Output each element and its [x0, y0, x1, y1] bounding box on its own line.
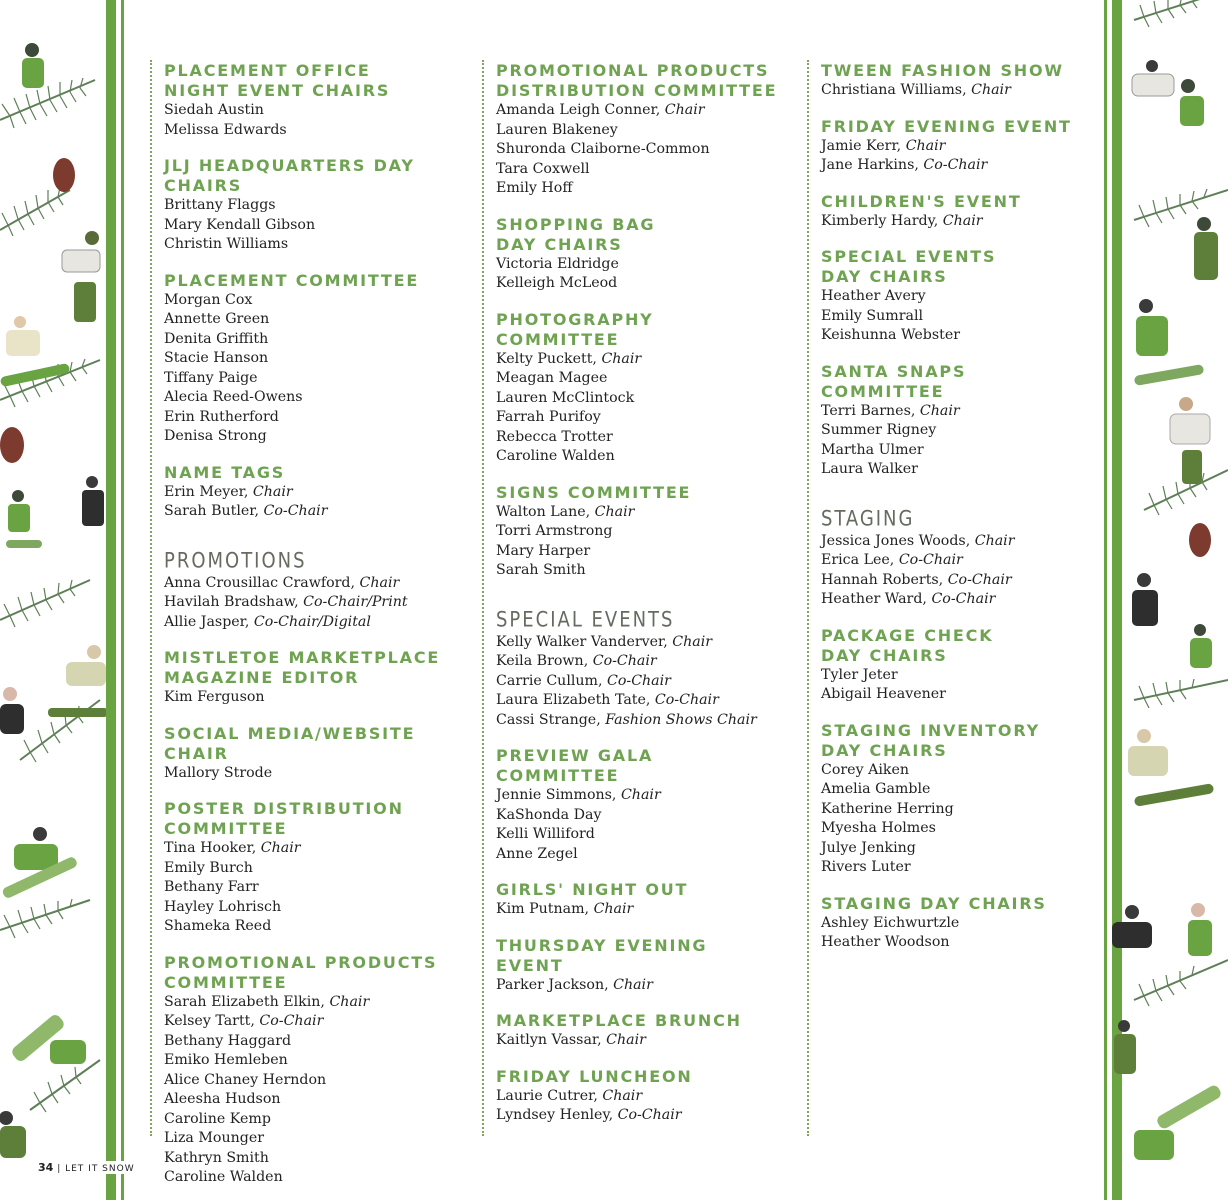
member-row [164, 388, 452, 408]
member-row [821, 858, 1077, 878]
member-name: Bethany Haggard [164, 1032, 292, 1049]
member-name: Rivers Luter [821, 859, 911, 875]
member-name: Emiko Hemleben [164, 1052, 288, 1068]
member-name: Mary Harper [496, 542, 591, 559]
member-name: Emily Sumrall [821, 307, 924, 324]
member-row [821, 441, 1077, 461]
committee-heading: MAGAZINE EDITOR [164, 668, 360, 687]
member-row [496, 1031, 784, 1051]
committee-heading: DAY CHAIRS [821, 267, 948, 286]
footer-title: LET IT SNOW [65, 1164, 135, 1174]
member-name: Heather Avery [821, 288, 926, 304]
committee-section [496, 483, 784, 581]
committee-section [164, 799, 452, 937]
member-row [164, 121, 452, 141]
committee-section [821, 894, 1077, 953]
member-row [496, 503, 784, 523]
committee-heading: PHOTOGRAPHY COMMITTEE [496, 309, 654, 349]
member-row [164, 427, 452, 447]
member-name: Jane Harkins, [821, 157, 924, 173]
member-row [164, 1149, 452, 1169]
member-name: Sarah Butler, [164, 503, 264, 519]
member-name: Parker Jackson, [496, 976, 614, 993]
committee-section [164, 271, 452, 447]
committee-heading: GIRLS' NIGHT OUT [496, 880, 689, 899]
member-row [164, 235, 452, 255]
member-name: Amanda Leigh Conner, [496, 102, 665, 118]
member-name: Jennie Simmons, [496, 787, 621, 803]
member-role: Co-Chair [923, 157, 988, 173]
member-role: Chair [971, 82, 1011, 98]
member-name: Emily Hoff [496, 180, 573, 196]
member-name: Abigail Heavener [821, 686, 946, 702]
footer-separator: | [57, 1164, 62, 1174]
committee-heading: COMMITTEE [164, 819, 288, 838]
member-name: Caroline Kemp [164, 1110, 271, 1127]
member-row [496, 976, 784, 996]
member-row [164, 349, 452, 369]
member-row [821, 137, 1077, 157]
member-row [496, 121, 784, 141]
member-name: Kim Putnam, [496, 901, 594, 917]
member-role: Co-Chair [263, 503, 328, 519]
member-name: Siedah Austin [164, 102, 264, 118]
page-footer [36, 1161, 137, 1174]
member-name: Tyler Jeter [821, 666, 898, 683]
member-name: Mallory Strode [164, 764, 273, 781]
committee-heading: SHOPPING BAG [496, 214, 656, 234]
member-name: Tara Coxwell [496, 160, 590, 177]
member-row [164, 688, 452, 708]
member-row [496, 179, 784, 199]
member-role: Chair [260, 840, 301, 856]
committee-heading: NIGHT EVENT CHAIRS [164, 81, 391, 100]
member-row [496, 1106, 784, 1126]
member-name: Christin Williams [164, 236, 289, 252]
committee-heading: MARKETPLACE BRUNCH [496, 1011, 742, 1030]
committee-section [821, 506, 1077, 610]
member-row [496, 652, 784, 672]
member-name: Melissa Edwards [164, 121, 287, 138]
committee-section [164, 953, 452, 1188]
member-name: Aleesha Hudson [164, 1091, 281, 1107]
committee-section [821, 247, 1077, 346]
member-name: Lauren McClintock [496, 389, 635, 406]
committee-heading: FRIDAY EVENING EVENT [821, 116, 1072, 136]
member-row [164, 369, 452, 389]
committee-heading: TWEEN FASHION SHOW [821, 61, 1064, 80]
member-name: Laura Elizabeth Tate, [496, 692, 655, 708]
member-name: Walton Lane, [496, 503, 595, 520]
committee-heading: DISTRIBUTION COMMITTEE [496, 81, 778, 100]
member-name: Denisa Strong [164, 428, 267, 444]
member-name: Jessica Jones Woods, [821, 532, 975, 549]
member-role: Chair [620, 787, 661, 803]
committee-heading: FRIDAY LUNCHEON [496, 1066, 693, 1086]
member-name: Caroline Walden [164, 1169, 283, 1185]
member-name: Carrie Cullum, [496, 672, 607, 689]
member-row [164, 291, 452, 311]
member-row [164, 1032, 452, 1052]
committee-listing [150, 60, 1075, 1185]
member-row [496, 561, 784, 581]
division-heading: STAGING [821, 504, 915, 531]
page-number: 34 [38, 1161, 54, 1174]
member-name: Kathryn Smith [164, 1149, 269, 1166]
member-row [496, 806, 784, 826]
member-name: Farrah Purifoy [496, 409, 601, 425]
committee-section [821, 721, 1077, 878]
member-name: Keila Brown, [496, 653, 593, 669]
member-role: Co-Chair/Digital [253, 613, 371, 630]
committee-heading: STAGING INVENTORY [821, 720, 1040, 740]
member-name: Denita Griffith [164, 330, 269, 347]
member-row [496, 160, 784, 180]
member-role: Chair [905, 137, 946, 154]
committee-section [821, 192, 1077, 232]
member-row [496, 447, 784, 467]
member-name: Terri Barnes, [821, 402, 920, 419]
member-name: Lauren Blakeney [496, 121, 618, 138]
committee-heading: PROMOTIONAL PRODUCTS [164, 952, 438, 972]
member-row [496, 672, 784, 692]
committee-heading: EVENT [496, 955, 564, 975]
member-row [821, 819, 1077, 839]
column-3 [807, 60, 1077, 1136]
member-row [164, 216, 452, 236]
member-role: Chair [602, 1087, 643, 1104]
member-row [496, 408, 784, 428]
member-row [821, 326, 1077, 346]
member-row [821, 685, 1077, 705]
member-name: Caroline Walden [496, 448, 615, 464]
committee-section [496, 1011, 784, 1051]
member-role: Chair [601, 350, 642, 367]
member-row [821, 156, 1077, 176]
member-row [496, 101, 784, 121]
member-role: Chair [606, 1032, 646, 1048]
member-name: Hayley Lohrisch [164, 898, 282, 915]
committee-section [164, 61, 452, 140]
member-row [821, 421, 1077, 441]
member-row [164, 859, 452, 879]
member-name: Julye Jenking [821, 839, 916, 856]
member-row [164, 613, 452, 633]
member-row [164, 483, 452, 503]
committee-heading: STAGING DAY CHAIRS [821, 893, 1047, 913]
member-row [821, 287, 1077, 307]
member-role: Chair [329, 993, 370, 1010]
committee-heading: MISTLETOE MARKETPLACE [164, 648, 441, 667]
member-name: Hannah Roberts, [821, 571, 948, 588]
member-row [821, 532, 1077, 552]
member-row [164, 764, 452, 784]
member-name: Kaitlyn Vassar, [496, 1032, 607, 1048]
member-name: Cassi Strange, [496, 711, 606, 728]
committee-heading: PLACEMENT OFFICE [164, 61, 371, 80]
member-row [164, 898, 452, 918]
committee-section [496, 310, 784, 467]
member-role: Chair [593, 901, 634, 917]
member-name: Emily Burch [164, 859, 253, 876]
member-row [496, 542, 784, 562]
member-name: Annette Green [164, 311, 270, 327]
member-row [164, 101, 452, 121]
member-name: KaShonda Day [496, 806, 602, 823]
committee-section [821, 362, 1077, 480]
member-role: Co-Chair [931, 591, 996, 607]
member-role: Chair [919, 402, 960, 419]
member-role: Chair [359, 574, 400, 591]
member-name: Tiffany Paige [164, 369, 258, 386]
committee-heading: SPECIAL EVENTS [821, 247, 997, 266]
member-row [496, 900, 784, 920]
member-row [821, 571, 1077, 591]
member-name: Stacie Hanson [164, 350, 269, 366]
member-role: Fashion Shows Chair [605, 711, 757, 728]
member-row [164, 330, 452, 350]
member-role: Chair [594, 503, 635, 520]
member-name: Allie Jasper, [164, 613, 254, 630]
member-row [821, 761, 1077, 781]
committee-section [496, 880, 784, 920]
member-name: Sarah Smith [496, 562, 586, 578]
member-name: Rebecca Trotter [496, 428, 613, 445]
member-row [164, 1090, 452, 1110]
member-row [496, 428, 784, 448]
member-role: Co-Chair [617, 1107, 682, 1123]
member-row [164, 408, 452, 428]
committee-heading: SANTA SNAPS COMMITTEE [821, 361, 967, 401]
member-row [821, 780, 1077, 800]
member-role: Co-Chair [654, 692, 719, 708]
member-row [164, 1012, 452, 1032]
member-name: Laurie Cutrer, [496, 1087, 603, 1104]
member-name: Heather Ward, [821, 591, 932, 607]
member-role: Co-Chair [947, 571, 1012, 588]
left-decorative-border [0, 0, 128, 1200]
committee-heading: JLJ HEADQUARTERS DAY CHAIRS [164, 156, 415, 195]
member-row [164, 1071, 452, 1091]
member-row [164, 1110, 452, 1130]
committee-section [164, 156, 452, 255]
member-name: Laura Walker [821, 461, 918, 477]
member-name: Erin Meyer, [164, 483, 253, 500]
member-row [821, 402, 1077, 422]
committee-heading: DAY CHAIRS [821, 645, 948, 665]
member-row [496, 845, 784, 865]
member-name: Amelia Gamble [821, 781, 931, 797]
division-heading: SPECIAL EVENTS [496, 605, 675, 632]
member-role: Co-Chair/Print [303, 594, 408, 610]
member-name: Kelly Walker Vanderver, [496, 633, 673, 650]
member-row [496, 369, 784, 389]
committee-heading: DAY CHAIRS [496, 234, 623, 254]
member-name: Morgan Cox [164, 291, 253, 308]
committee-section [821, 117, 1077, 176]
committee-heading: DAY CHAIRS [821, 740, 948, 760]
member-name: Torri Armstrong [496, 523, 613, 539]
column-1 [150, 60, 452, 1185]
member-row [164, 839, 452, 859]
member-name: Havilah Bradshaw, [164, 594, 304, 610]
member-row [821, 81, 1077, 101]
member-row [496, 350, 784, 370]
member-role: Chair [942, 212, 983, 229]
committee-section [496, 746, 784, 864]
member-row [164, 593, 452, 613]
member-row [164, 502, 452, 522]
committee-heading: SIGNS COMMITTEE [496, 482, 692, 502]
committee-section [496, 61, 784, 199]
committee-heading: CHILDREN'S EVENT [821, 191, 1022, 211]
committee-heading: POSTER DISTRIBUTION [164, 799, 404, 818]
member-name: Corey Aiken [821, 761, 910, 778]
member-name: Bethany Farr [164, 879, 259, 895]
member-row [496, 274, 784, 294]
member-row [821, 933, 1077, 953]
member-row [821, 839, 1077, 859]
member-name: Mary Kendall Gibson [164, 216, 316, 233]
member-row [164, 878, 452, 898]
member-row [496, 633, 784, 653]
committee-heading: PROMOTIONAL PRODUCTS [496, 61, 770, 80]
member-row [821, 460, 1077, 480]
committee-section [496, 1067, 784, 1126]
member-role: Co-Chair [259, 1013, 324, 1029]
member-name: Victoria Eldridge [496, 255, 619, 272]
member-name: Lyndsey Henley, [496, 1107, 618, 1123]
member-name: Kim Ferguson [164, 689, 265, 705]
committee-section [164, 548, 452, 633]
member-role: Co-Chair [607, 672, 671, 689]
member-name: Alecia Reed-Owens [164, 389, 303, 405]
member-row [821, 307, 1077, 327]
member-name: Meagan Magee [496, 370, 608, 386]
member-row [164, 1051, 452, 1071]
member-name: Liza Mounger [164, 1130, 265, 1146]
member-name: Ashley Eichwurtzle [821, 914, 960, 931]
member-row [496, 691, 784, 711]
division-heading: PROMOTIONS [164, 546, 307, 573]
committee-section [164, 648, 452, 708]
right-decorative-border [1104, 0, 1228, 1200]
member-role: Co-Chair [898, 552, 963, 568]
committee-section [496, 936, 784, 996]
committee-heading: SOCIAL MEDIA/WEBSITE CHAIR [164, 723, 416, 763]
member-name: Katherine Herring [821, 800, 954, 817]
member-row [496, 522, 784, 542]
member-row [821, 551, 1077, 571]
member-row [821, 590, 1077, 610]
member-row [496, 389, 784, 409]
member-row [164, 196, 452, 216]
committee-section [821, 626, 1077, 705]
member-row [821, 212, 1077, 232]
member-row [164, 574, 452, 594]
member-row [821, 666, 1077, 686]
committee-heading: NAME TAGS [164, 462, 286, 482]
member-name: Keishunna Webster [821, 327, 961, 343]
member-name: Anna Crousillac Crawford, [164, 574, 360, 591]
member-name: Tina Hooker, [164, 840, 261, 856]
member-role: Chair [672, 633, 713, 650]
member-role: Chair [613, 976, 653, 993]
member-row [164, 993, 452, 1013]
committee-heading: COMMITTEE [496, 766, 620, 785]
member-name: Heather Woodson [821, 934, 950, 950]
committee-heading: COMMITTEE [164, 972, 288, 992]
member-name: Alice Chaney Herndon [164, 1071, 327, 1088]
member-row [821, 914, 1077, 934]
member-role: Chair [974, 532, 1015, 549]
member-row [496, 140, 784, 160]
member-name: Kimberly Hardy, [821, 212, 943, 229]
member-name: Sarah Elizabeth Elkin, [164, 993, 330, 1010]
committee-section [496, 607, 784, 731]
member-role: Chair [252, 483, 293, 500]
member-name: Anne Zegel [496, 845, 578, 862]
member-row [164, 1129, 452, 1149]
member-name: Kelli Williford [496, 826, 595, 842]
committee-heading: PACKAGE CHECK [821, 625, 994, 645]
committee-heading: PLACEMENT COMMITTEE [164, 270, 420, 290]
member-name: Shuronda Claiborne-Common [496, 141, 710, 157]
member-row [164, 1168, 452, 1188]
member-name: Martha Ulmer [821, 441, 924, 458]
member-name: Erin Rutherford [164, 408, 279, 425]
committee-section [164, 463, 452, 522]
committee-heading: THURSDAY EVENING [496, 935, 708, 955]
member-name: Kelsey Tartt, [164, 1013, 260, 1029]
member-row [821, 800, 1077, 820]
member-name: Shameka Reed [164, 918, 272, 934]
committee-section [164, 724, 452, 784]
member-row [496, 786, 784, 806]
committee-section [821, 61, 1077, 101]
member-role: Chair [664, 102, 705, 118]
member-name: Brittany Flaggs [164, 197, 276, 213]
member-row [496, 1087, 784, 1107]
member-name: Christiana Williams, [821, 82, 972, 98]
member-name: Kelleigh McLeod [496, 275, 618, 291]
green-border-line [121, 0, 124, 1200]
member-name: Myesha Holmes [821, 820, 936, 836]
committee-section [496, 215, 784, 294]
member-name: Jamie Kerr, [821, 137, 906, 154]
member-row [496, 255, 784, 275]
member-name: Summer Rigney [821, 422, 937, 438]
member-row [496, 711, 784, 731]
member-row [164, 310, 452, 330]
member-role: Co-Chair [592, 653, 657, 669]
member-name: Kelty Puckett, [496, 350, 602, 367]
winter-illustrations-right [1104, 0, 1228, 1200]
column-2 [482, 60, 784, 1136]
member-row [496, 825, 784, 845]
committee-heading: PREVIEW GALA [496, 746, 654, 765]
green-border-stripe [106, 0, 116, 1200]
member-row [164, 917, 452, 937]
member-name: Erica Lee, [821, 552, 899, 568]
